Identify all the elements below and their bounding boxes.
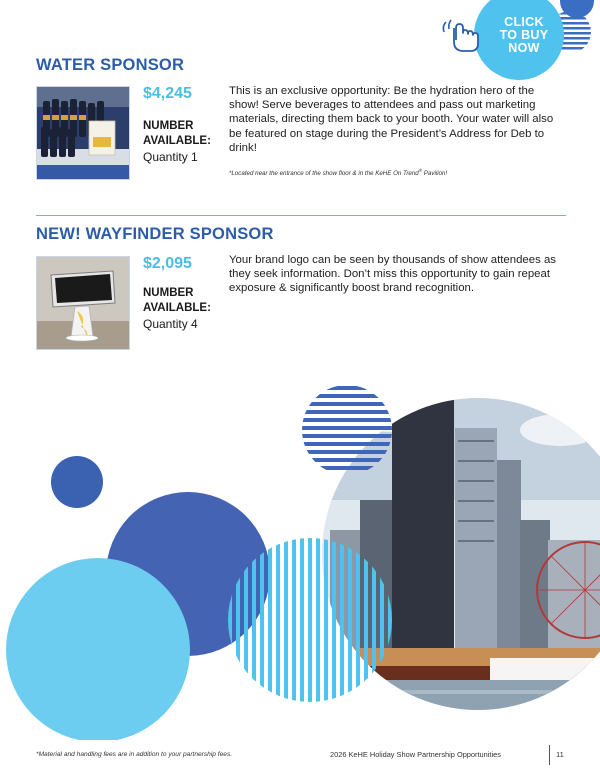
wayfinder-kiosk-photo bbox=[36, 256, 130, 350]
decor-small-dot bbox=[51, 456, 103, 508]
water-bottles-photo bbox=[36, 86, 130, 180]
cta-label: CLICK TO BUY NOW bbox=[499, 15, 549, 55]
footer-divider bbox=[549, 745, 550, 765]
water-sponsor-title: WATER SPONSOR bbox=[36, 56, 185, 74]
pointing-hand-icon bbox=[440, 16, 488, 56]
section-divider bbox=[36, 215, 566, 216]
water-sponsor-price: $4,245 bbox=[143, 85, 192, 102]
decor-light-blue-circle bbox=[6, 558, 190, 740]
wayfinder-number-available-label: NUMBER AVAILABLE: bbox=[143, 287, 211, 314]
footer-document-title: 2026 KeHE Holiday Show Partnership Opportunities bbox=[330, 750, 501, 759]
water-quantity: Quantity 1 bbox=[143, 150, 198, 164]
wayfinder-quantity: Quantity 4 bbox=[143, 317, 198, 331]
footer-fees-note: *Material and handling fees are in addition to your partnership fees. bbox=[36, 751, 233, 758]
page-number: 11 bbox=[556, 750, 564, 759]
wayfinder-sponsor-price: $2,095 bbox=[143, 255, 192, 272]
water-location-note: *Located near the entrance of the show floor & in the KeHE On Trend® Pavilion! bbox=[229, 168, 448, 178]
decorative-circle-collage bbox=[0, 380, 600, 740]
water-sponsor-description: This is an exclusive opportunity: Be the hydration hero of the show! Serve beverages to attendees and pass out marketing materials, directing them back to your booth. Your water will also be featured on stage during the President’s Address for Deb to drink! bbox=[229, 85, 554, 154]
water-number-available-label: NUMBER AVAILABLE: bbox=[143, 120, 211, 147]
wayfinder-sponsor-title: NEW! WAYFINDER SPONSOR bbox=[36, 225, 274, 243]
wayfinder-sponsor-description: Your brand logo can be seen by thousands of show attendees as they seek information. Don’t miss this opportunity to gain repeat exposure & significantly boost brand recognition. bbox=[229, 254, 556, 295]
